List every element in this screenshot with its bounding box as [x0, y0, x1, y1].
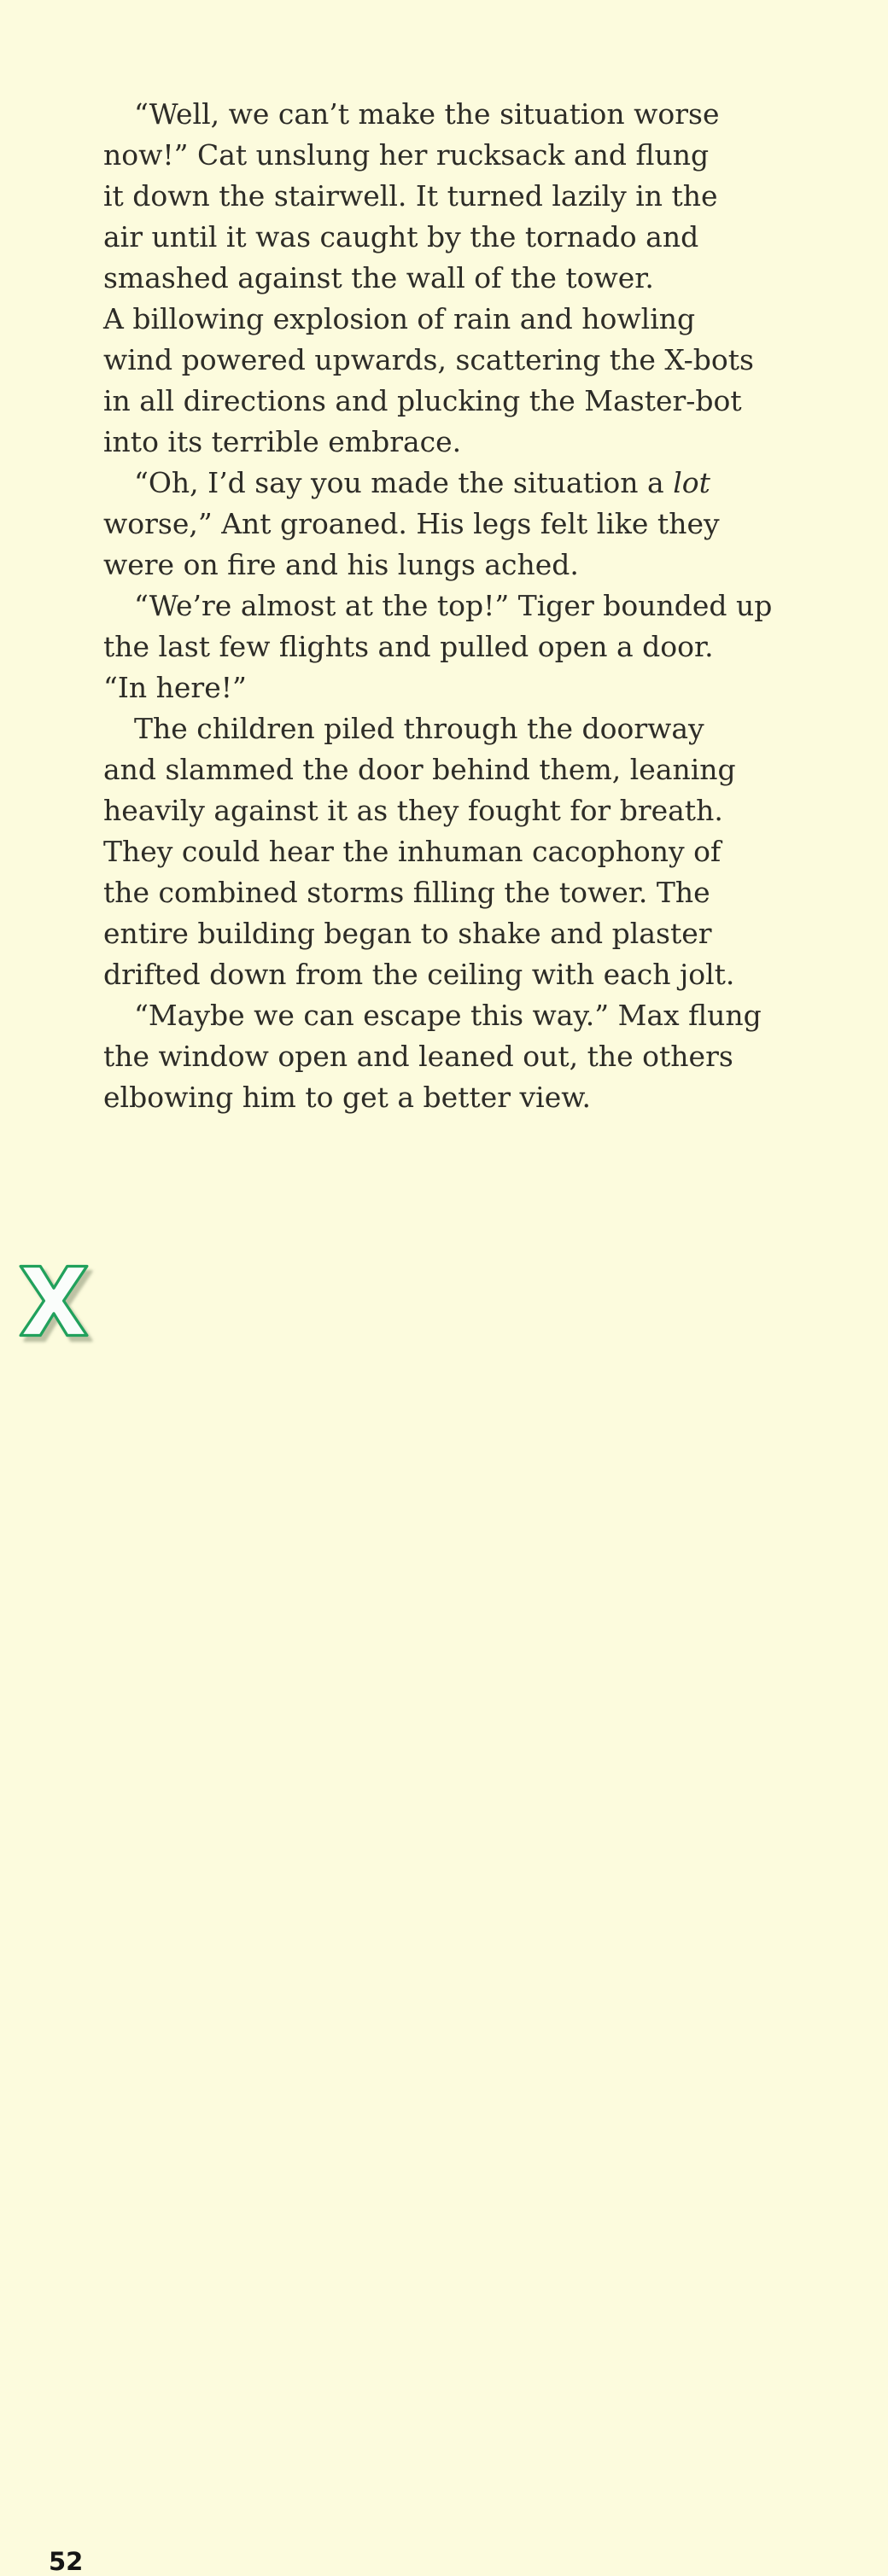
text-line: into its terrible embrace.	[103, 425, 462, 458]
text-line: the window open and leaned out, the others	[103, 1040, 733, 1073]
x-logo-icon	[17, 1264, 91, 1338]
text-line: “We’re almost at the top!” Tiger bounded up	[134, 589, 773, 622]
page-number: 52	[49, 2547, 84, 2576]
text-line: “Oh, I’d say you made the situation a lot	[134, 466, 710, 499]
text-line: entire building began to shake and plaster	[103, 917, 712, 950]
text-line: the last few flights and pulled open a door.	[103, 630, 714, 663]
text-line: “Well, we can’t make the situation worse	[134, 97, 720, 131]
text-line: They could hear the inhuman cacophony of	[103, 835, 722, 868]
text-line: “In here!”	[103, 671, 247, 704]
text-line: were on fire and his lungs ached.	[103, 548, 579, 581]
text-line: in all directions and plucking the Master-bot	[103, 384, 742, 417]
text-line: now!” Cat unslung her rucksack and flung	[103, 138, 710, 172]
page-logo	[17, 1264, 91, 2576]
text-line: The children piled through the doorway	[134, 712, 704, 745]
story-text	[103, 94, 797, 1118]
text-line: smashed against the wall of the tower.	[103, 261, 654, 294]
text-line: “Maybe we can escape this way.” Max flung	[134, 999, 762, 1032]
text-line: heavily against it as they fought for breath.	[103, 794, 723, 827]
text-line: it down the stairwell. It turned lazily in the	[103, 179, 718, 213]
text-line: worse,” Ant groaned. His legs felt like they	[103, 507, 720, 540]
text-line: air until it was caught by the tornado and	[103, 220, 699, 254]
text-line: and slammed the door behind them, leaning	[103, 753, 736, 786]
text-line: elbowing him to get a better view.	[103, 1081, 592, 1114]
text-line: drifted down from the ceiling with each jolt.	[103, 958, 735, 991]
text-line: wind powered upwards, scattering the X-bots	[103, 343, 754, 376]
text-line: A billowing explosion of rain and howling	[103, 302, 696, 335]
text-line: the combined storms filling the tower. The	[103, 876, 710, 909]
